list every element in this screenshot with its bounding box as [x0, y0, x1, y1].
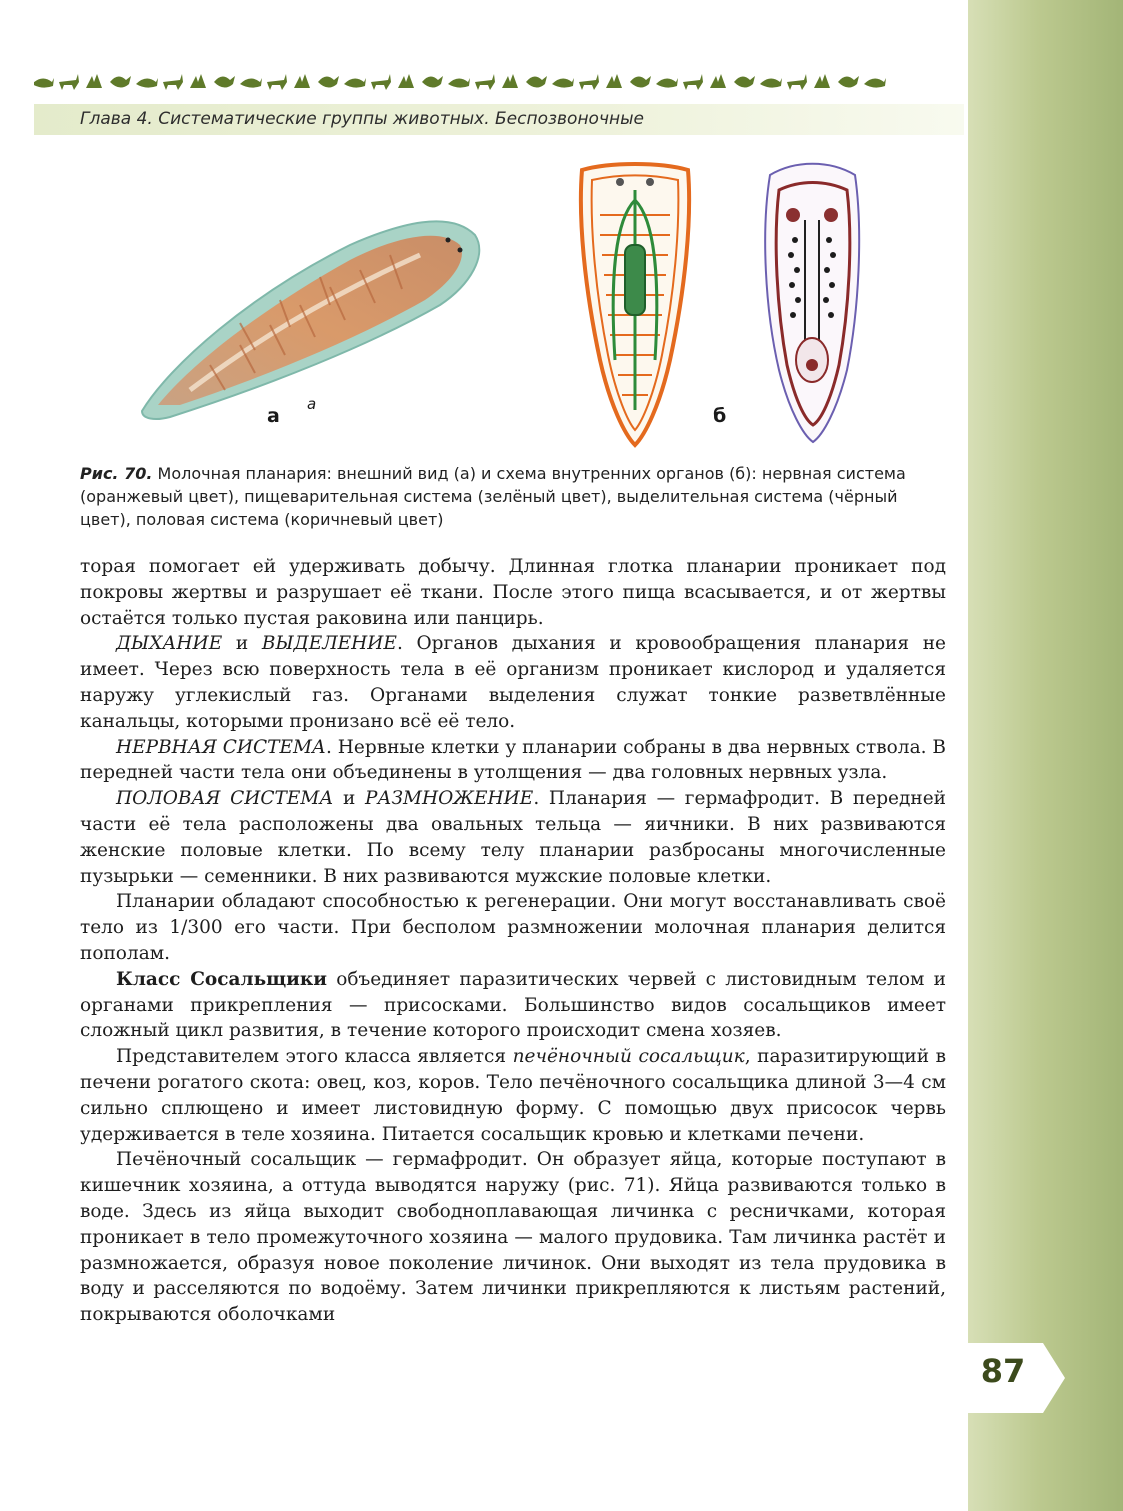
paragraph-text-run: и	[222, 633, 262, 655]
body-text	[80, 554, 946, 1328]
body-paragraph	[80, 1044, 946, 1147]
paragraph-text-run: , паразитирующий в печени рогатого скота: овец, коз, коров. Тело печёночного сосальщика длиной 3—4 см сильно сплющено и имеет листовидную форму. С помощью двух присосок червь удерживается в теле хозяина. Питается сосальщик кровью и клетками печени.	[80, 1046, 947, 1145]
animal-silhouette-icon	[864, 78, 886, 88]
paragraph-text-run: Класс Сосальщики	[116, 968, 327, 990]
caption-prefix: Рис. 70.	[80, 464, 153, 483]
caption-text: Молочная планария: внешний вид (а) и схема внутренних органов (б): нервная система (оранжевый цвет), пищеварительная система (зелёный цвет), выделительная система (чёрный цвет), половая система (коричневый цвет)	[80, 464, 906, 529]
animal-silhouette-icon	[579, 74, 599, 90]
body-paragraph	[80, 735, 946, 787]
body-paragraph	[80, 967, 946, 1044]
page-margin-strip	[968, 0, 1123, 1511]
paragraph-text-run: ПОЛОВАЯ СИСТЕМА	[116, 788, 334, 810]
animal-silhouette-icon	[734, 76, 755, 88]
animal-silhouette-icon	[59, 74, 79, 90]
paragraph-text-run: Печёночный сосальщик — гермафродит. Он образует яйца, которые поступают в кишечник хозяина, а оттуда выводятся наружу (рис. 71). Яйца развиваются только в воде. Здесь из яйца выходит свободноплавающая личинка с ресничками, которая проникает в тело промежуточного хозяина — малого прудовика. Там личинка растёт и размножается, образуя новое поколение личинок. Они выходят из тела прудовика в воду и расселяются по водоёму. Затем личинки прикрепляются к листьям растений, покрываются оболочками	[80, 1149, 946, 1326]
animal-silhouette-icon	[448, 78, 470, 88]
figure-70	[130, 155, 840, 455]
animal-silhouette-icon	[552, 78, 574, 88]
paragraph-text-run: НЕРВНАЯ СИСТЕМА	[116, 736, 326, 758]
animal-silhouette-icon	[136, 78, 158, 88]
animal-silhouette-icon	[422, 76, 443, 88]
animal-silhouette-icon	[760, 78, 782, 88]
paragraph-text-run: объединяет паразитических червей с листовидным телом и органами прикрепления — присосками. Большинство видов сосальщиков имеет сложный цикл развития, в течение которого происходит смена хозяев.	[80, 968, 946, 1042]
animal-silhouette-icon	[240, 78, 262, 88]
animal-silhouette-icon	[294, 74, 310, 88]
animal-silhouette-icon	[606, 74, 622, 88]
animal-silhouette-icon	[502, 74, 518, 88]
animal-silhouette-icon	[683, 74, 703, 90]
paragraph-text-run: Представителем этого класса является	[116, 1046, 513, 1068]
animal-silhouette-icon	[214, 76, 235, 88]
animal-silhouette-icon	[34, 78, 54, 88]
paragraph-text-run: ВЫДЕЛЕНИЕ	[261, 633, 397, 655]
chapter-title: Глава 4. Систематические группы животных. Беспозвоночные	[80, 109, 644, 129]
figure-label-a: а	[267, 405, 280, 427]
planarian-nervous-digestive-scheme	[570, 160, 700, 450]
paragraph-text-run: РАЗМНОЖЕНИЕ	[365, 788, 534, 810]
paragraph-text-run: торая помогает ей удерживать добычу. Длинная глотка планарии проникает под покровы жертвы и разрушает её ткани. После этого пища всасывается, и от жертвы остаётся только пустая раковина или панцирь.	[80, 556, 946, 629]
animal-silhouette-icon	[710, 74, 726, 88]
paragraph-text-run: и	[333, 788, 366, 810]
animal-silhouette-icon	[814, 74, 830, 88]
animal-silhouettes-decoration	[34, 68, 894, 96]
figure-label-a-italic: а	[307, 395, 317, 413]
figure-caption	[80, 462, 940, 531]
planarian-reproductive-excretory-scheme	[755, 160, 870, 445]
body-paragraph	[80, 786, 946, 889]
paragraph-text-run: . Планария — гермафродит. В передней части её тела расположены два овальных тельца — яичники. В них развиваются женские половые клетки. По всему телу планарии разбросаны многочисленные пузырьки — семенники. В них развиваются мужские половые клетки.	[80, 788, 946, 887]
animal-silhouette-icon	[190, 74, 206, 88]
page-number: 87	[980, 1352, 1026, 1390]
animal-silhouette-icon	[267, 74, 287, 90]
body-paragraph	[80, 554, 946, 631]
animal-silhouette-icon	[110, 76, 131, 88]
animal-silhouette-icon	[163, 74, 183, 90]
animal-silhouette-icon	[398, 74, 414, 88]
body-paragraph	[80, 1147, 946, 1328]
paragraph-text-run: печёночный сосальщик	[512, 1046, 745, 1068]
animal-silhouette-icon	[838, 76, 859, 88]
body-paragraph	[80, 631, 946, 734]
animal-silhouette-icon	[475, 74, 495, 90]
animal-silhouette-icon	[318, 76, 339, 88]
animal-silhouette-icon	[630, 76, 651, 88]
figure-label-b: б	[713, 405, 727, 427]
animal-silhouette-icon	[526, 76, 547, 88]
paragraph-text-run: ДЫХАНИЕ	[116, 633, 223, 655]
paragraph-text-run: . Нервные клетки у планарии собраны в два нервных ствола. В передней части тела они объединены в утолщения — два головных нервных узла.	[80, 736, 947, 784]
planarian-external-view-image	[130, 205, 490, 425]
animal-silhouette-icon	[344, 78, 366, 88]
animal-silhouette-icon	[656, 78, 678, 88]
animal-silhouette-icon	[787, 74, 807, 90]
paragraph-text-run: . Органов дыхания и кровообращения планария не имеет. Через всю поверхность тела в её организм проникает кислород и удаляется наружу углекислый газ. Органами выделения служат тонкие разветвлённые канальцы, которыми пронизано всё её тело.	[80, 633, 946, 732]
paragraph-text-run: Планарии обладают способностью к регенерации. Они могут восстанавливать своё тело из 1/300 его части. При бесполом размножении молочная планария делится пополам.	[80, 891, 946, 964]
animal-silhouette-icon	[371, 74, 391, 90]
animal-silhouette-icon	[86, 74, 102, 88]
body-paragraph	[80, 889, 946, 966]
